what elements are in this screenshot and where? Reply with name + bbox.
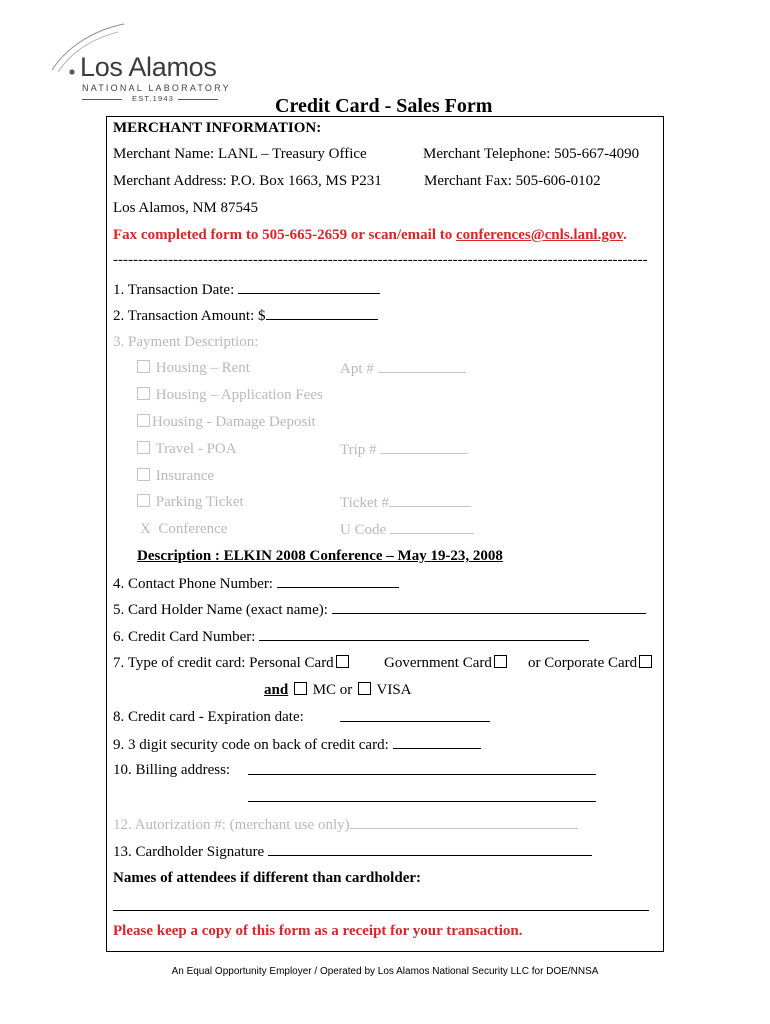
housing-app-fees-checkbox[interactable] — [137, 387, 150, 400]
merchant-telephone: Merchant Telephone: 505-667-4090 — [423, 146, 640, 162]
merchant-address: Merchant Address: P.O. Box 1663, MS P231 — [113, 173, 382, 189]
parking-option: Parking Ticket — [135, 494, 244, 511]
visa-checkbox[interactable] — [358, 682, 371, 695]
attendees-label: Names of attendees if different than cardholder: — [113, 870, 422, 886]
transaction-date-field[interactable] — [238, 281, 380, 294]
ticket-row: Ticket # — [340, 494, 471, 512]
housing-damage-checkbox[interactable] — [137, 414, 150, 427]
card-number-label: 6. Credit Card Number: — [113, 629, 256, 645]
payment-description-label: 3. Payment Description: — [113, 334, 259, 350]
transaction-amount-label: 2. Transaction Amount: $ — [113, 308, 266, 324]
insurance-checkbox[interactable] — [137, 468, 150, 481]
government-card-checkbox[interactable] — [494, 655, 507, 668]
logo-name: Los Alamos — [80, 52, 217, 82]
cardholder-name-row — [113, 601, 646, 619]
corporate-card-option: or Corporate Card — [528, 655, 654, 672]
cardholder-name-label: 5. Card Holder Name (exact name): — [113, 602, 328, 618]
cardholder-name-field[interactable] — [332, 601, 646, 614]
housing-rent-option: Housing – Rent — [135, 360, 250, 377]
contact-phone-row — [113, 575, 399, 593]
apt-row: Apt # — [340, 360, 466, 378]
ticket-field[interactable] — [389, 494, 471, 507]
transaction-amount-field[interactable] — [266, 307, 378, 320]
expiration-field[interactable] — [340, 709, 490, 722]
mc-checkbox[interactable] — [294, 682, 307, 695]
contact-phone-label: 4. Contact Phone Number: — [113, 576, 273, 592]
transaction-date-row — [113, 281, 380, 299]
divider: ----------------------------------------------------------------------------------------------------------- — [113, 252, 648, 268]
description: Description : ELKIN 2008 Conference – May 19-23, 2008 — [137, 548, 503, 564]
transaction-amount-row — [113, 307, 378, 325]
authorization-label: 12. Autorization #: (merchant use only) — [113, 817, 350, 833]
card-number-row — [113, 628, 589, 646]
card-number-field[interactable] — [259, 628, 589, 641]
security-code-row — [113, 736, 481, 754]
insurance-option: Insurance — [135, 468, 214, 485]
ucode-row: U Code — [340, 521, 474, 539]
billing-address-label: 10. Billing address: — [113, 762, 231, 778]
email-link[interactable]: conferences@cnls.lanl.gov — [456, 227, 623, 243]
signature-label: 13. Cardholder Signature — [113, 844, 265, 860]
conference-option: X Conference — [140, 521, 228, 537]
authorization-field[interactable] — [350, 816, 578, 829]
logo-subtitle: NATIONAL LABORATORY — [82, 83, 231, 93]
parking-checkbox[interactable] — [137, 494, 150, 507]
authorization-row — [113, 816, 578, 834]
signature-row — [113, 843, 592, 861]
card-brand-row: and MC or VISA — [264, 682, 412, 698]
conference-mark[interactable]: X — [140, 521, 151, 537]
attendees-field[interactable] — [113, 910, 649, 911]
travel-poa-option: Travel - POA — [135, 441, 237, 458]
billing-address-field-2[interactable] — [248, 789, 596, 802]
expiration-label: 8. Credit card - Expiration date: — [113, 709, 304, 725]
footer: An Equal Opportunity Employer / Operated by Los Alamos National Security LLC for DOE/NNSA — [171, 966, 599, 977]
form-title: Credit Card - Sales Form — [275, 95, 493, 117]
ucode-field[interactable] — [390, 521, 474, 534]
transaction-date-label: 1. Transaction Date: — [113, 282, 235, 298]
corporate-card-checkbox[interactable] — [639, 655, 652, 668]
personal-card-checkbox[interactable] — [336, 655, 349, 668]
signature-field[interactable] — [268, 843, 592, 856]
housing-app-fees-option: Housing – Application Fees — [135, 387, 323, 404]
housing-damage-option: Housing - Damage Deposit — [135, 414, 316, 431]
contact-phone-field[interactable] — [277, 575, 399, 588]
housing-rent-checkbox[interactable] — [137, 360, 150, 373]
billing-address-field-1[interactable] — [248, 762, 596, 775]
card-type-label: 7. Type of credit card: Personal Card — [113, 655, 334, 671]
merchant-fax: Merchant Fax: 505-606-0102 — [424, 173, 601, 189]
fax-instruction: Fax completed form to 505-665-2659 or scan/email to conferences@cnls.lanl.gov. — [113, 227, 627, 243]
merchant-name: Merchant Name: LANL – Treasury Office — [113, 146, 367, 162]
merchant-heading: MERCHANT INFORMATION: — [113, 120, 322, 136]
receipt-note: Please keep a copy of this form as a receipt for your transaction. — [113, 923, 523, 939]
security-code-field[interactable] — [393, 736, 481, 749]
security-code-label: 9. 3 digit security code on back of credit card: — [113, 737, 389, 753]
government-card-option: Government Card — [384, 655, 509, 672]
trip-row: Trip # — [340, 441, 468, 459]
travel-poa-checkbox[interactable] — [137, 441, 150, 454]
logo-est: EST.1943 — [132, 94, 175, 103]
apt-field[interactable] — [378, 360, 466, 373]
merchant-city: Los Alamos, NM 87545 — [113, 200, 259, 216]
trip-field[interactable] — [380, 441, 468, 454]
card-type-row — [113, 655, 351, 672]
